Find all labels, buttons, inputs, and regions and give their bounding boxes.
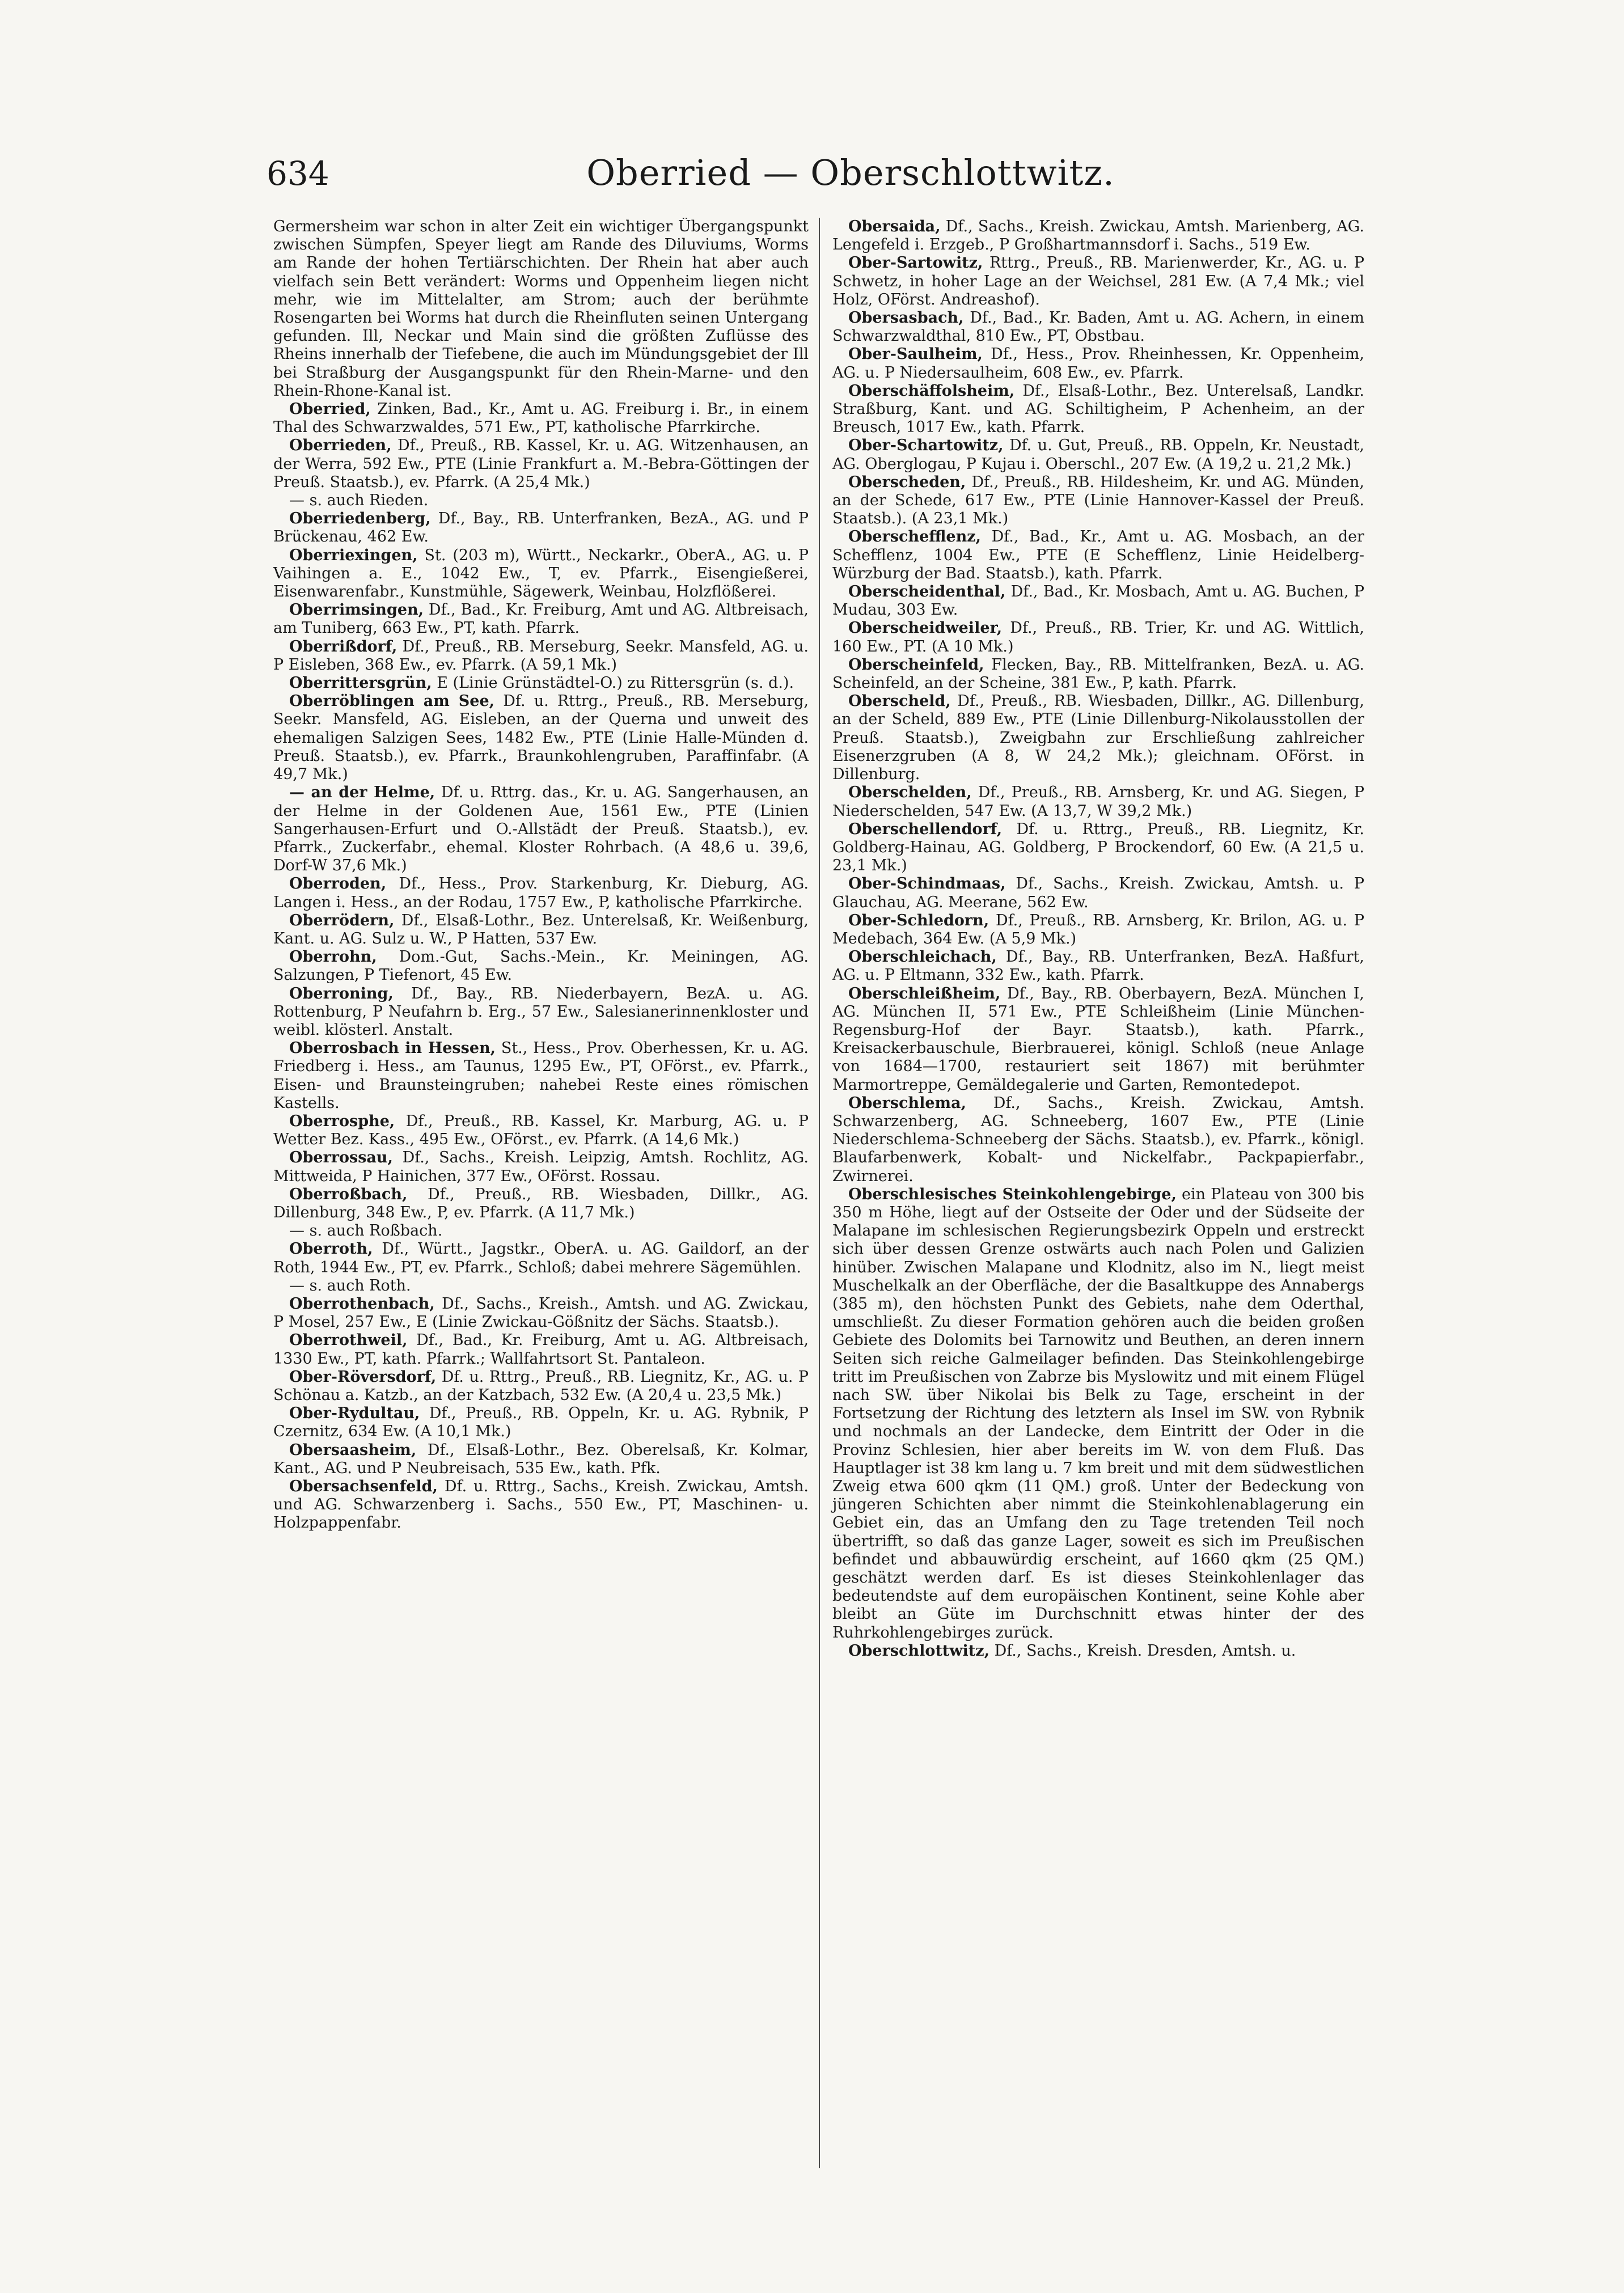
entry-text: Germersheim war schon in alter Zeit ein wichtiger Übergangspunkt zwischen Sümpfen, Speyer liegt am Rande des Diluviums, Worms am Rande der hohen Tertiärschichten. Der Rhein hat aber auch vielfach sein Bett verändert: Worms und Oppenheim liegen nicht mehr, wie im Mittelalter, am Strom; auch der berühmte Rosengarten bei Worms hat durch die Rheinfluten seinen Untergang gefunden. Ill, Neckar und Main sind die größten Zuflüsse des Rheins innerhalb der Tiefebene, die auch im Mündungsgebiet der Ill bei Straßburg der Ausgangspunkt für den Rhein-Marne- und den Rhein-Rhone-Kanal ist. xyxy=(273,218,809,400)
entry-headword: Obersachsenfeld, xyxy=(289,1478,438,1496)
dictionary-entry xyxy=(273,400,809,437)
entry-headword: Oberrödern, xyxy=(289,911,395,929)
entry-text: Df., Preuß., RB. Hildesheim, Kr. und AG. Münden, an der Schede, 617 Ew., PTE (Linie Hannover-Kassel der Preuß. Staatsb.). (A 23,1 Mk.) xyxy=(832,473,1364,528)
entry-headword: Oberroning, xyxy=(289,984,394,1002)
entry-text: Df., Preuß., RB. Kassel, Kr. u. AG. Witzenhausen, an der Werra, 592 Ew., PTE (Linie Frankfurt a. M.-Bebra-Göttingen der Preuß. Staatsb.), ev. Pfarrk. (A 25,4 Mk.) xyxy=(273,437,809,491)
entry-headword: Oberschelden, xyxy=(848,784,972,802)
dictionary-entry xyxy=(273,492,809,510)
entry-headword: Oberrothenbach, xyxy=(289,1294,435,1313)
entry-text: Df. u. Rttrg., Sachs., Kreish. Zwickau, Amtsh. und AG. Schwarzenberg i. Sachs., 550 Ew., PT, Maschinen- u. Holzpappenfabr. xyxy=(273,1478,809,1532)
dictionary-entry xyxy=(832,948,1364,984)
dictionary-entry xyxy=(273,1277,809,1295)
dictionary-entry xyxy=(273,784,809,875)
dictionary-entry xyxy=(273,1441,809,1478)
entry-text: Df. u. Rttrg., Preuß., RB. Merseburg, Seekr. Mansfeld, AG. Eisleben, an der Querna und unweit des ehemaligen Salzigen Sees, 1482 Ew., PTE (Linie Halle-Münden d. Preuß. Staatsb.), ev. Pfarrk., Braunkohlengruben, Paraffinfabr. (A 49,7 Mk.) xyxy=(273,692,809,784)
entry-text: Zinken, Bad., Kr., Amt u. AG. Freiburg i. Br., in einem Thal des Schwarzwaldes, 571 Ew., PT, katholische Pfarrkirche. xyxy=(273,400,809,437)
entry-text: Df. u. Rttrg. das., Kr. u. AG. Sangerhausen, an der Helme in der Goldenen Aue, 1561 Ew., PTE (Linien Sangerhausen-Erfurt und O.-Allstädt der Preuß. Staatsb.), ev. Pfarrk., Zuckerfabr., ehemal. Kloster Rohrbach. (A 48,6 u. 39,6, Dorf-W 37,6 Mk.) xyxy=(273,784,809,875)
entry-text: Dom.-Gut, Sachs.-Mein., Kr. Meiningen, AG. Salzungen, P Tiefenort, 45 Ew. xyxy=(273,948,809,984)
dictionary-entry xyxy=(832,218,1364,254)
dictionary-entry xyxy=(832,656,1364,692)
dictionary-entry xyxy=(832,985,1364,1094)
right-column xyxy=(819,218,1364,2168)
entry-headword: Oberscheidweiler, xyxy=(848,619,1003,637)
entry-headword: Oberschleichach, xyxy=(848,948,997,966)
entry-headword: Oberrothweil, xyxy=(289,1331,408,1349)
entry-headword: Oberschäffolsheim, xyxy=(848,382,1015,400)
entry-text: Df., Sachs., Kreish. Zwickau, Amtsh. u. P Glauchau, AG. Meerane, 562 Ew. xyxy=(832,875,1364,911)
entry-headword: Ober-Schledorn, xyxy=(848,911,989,929)
entry-text: Df., Preuß., RB. Oppeln, Kr. u. AG. Rybnik, P Czernitz, 634 Ew. (A 10,1 Mk.) xyxy=(273,1404,809,1441)
dictionary-entry xyxy=(273,1222,809,1240)
entry-headword: Oberroßbach, xyxy=(289,1185,408,1203)
entry-text: Df., Bad., Kr. Baden, Amt u. AG. Achern, in einem Schwarzwaldthal, 810 Ew., PT, Obstbau. xyxy=(832,309,1364,345)
dictionary-entry xyxy=(832,1094,1364,1186)
entry-text: — s. auch Rieden. xyxy=(289,492,429,510)
dictionary-entry xyxy=(273,1112,809,1149)
entry-text: Df., Elsaß-Lothr., Bez. Oberelsaß, Kr. Kolmar, Kant., AG. und P Neubreisach, 535 Ew., kath. Pfk. xyxy=(273,1441,809,1477)
entry-headword: Ober-Rydultau, xyxy=(289,1404,420,1423)
dictionary-entry xyxy=(273,437,809,492)
entry-headword: Obersasbach, xyxy=(848,309,964,327)
dictionary-entry xyxy=(273,1039,809,1112)
dictionary-entry xyxy=(273,875,809,911)
entry-headword: Ober-Röversdorf, xyxy=(289,1368,437,1386)
dictionary-entry xyxy=(273,601,809,637)
entry-text: Df., Bad., Kr. Freiburg, Amt und AG. Altbreisach, am Tuniberg, 663 Ew., PT, kath. Pfarrk. xyxy=(273,601,809,637)
entry-headword: Oberroth, xyxy=(289,1240,373,1258)
entry-text: Df., Preuß., RB. Kassel, Kr. Marburg, AG. u. P Wetter Bez. Kass., 495 Ew., OFörst., ev. Pfarrk. (A 14,6 Mk.) xyxy=(273,1112,809,1149)
dictionary-entry xyxy=(273,674,809,692)
dictionary-entry xyxy=(273,1404,809,1441)
entry-headword: Oberriexingen, xyxy=(289,546,418,564)
entry-text: Flecken, Bay., RB. Mittelfranken, BezA. u. AG. Scheinfeld, an der Scheine, 381 Ew., P, kath. Pfarrk. xyxy=(832,655,1364,692)
dictionary-entry xyxy=(832,820,1364,875)
entry-headword: Oberschlottwitz, xyxy=(848,1642,989,1660)
entry-text: Df., Elsaß-Lothr., Bez. Unterelsaß, Kr. Weißenburg, Kant. u. AG. Sulz u. W., P Hatten, 537 Ew. xyxy=(273,911,809,947)
entry-headword: Ober-Schartowitz, xyxy=(848,437,1004,455)
dictionary-entry xyxy=(832,345,1364,382)
dictionary-entry xyxy=(832,528,1364,583)
entry-text: Df., Hess., Prov. Starkenburg, Kr. Dieburg, AG. Langen i. Hess., an der Rodau, 1757 Ew., P, katholische Pfarrkirche. xyxy=(273,875,809,911)
entry-text: Df. u. Rttrg., Preuß., RB. Liegnitz, Kr. Goldberg-Hainau, AG. Goldberg, P Brockendorf, 60 Ew. (A 21,5 u. 23,1 Mk.) xyxy=(832,820,1364,875)
entry-headword: Oberschellendorf, xyxy=(848,820,1003,838)
entry-text: E (Linie Grünstädtel-O.) zu Rittersgrün (s. d.). xyxy=(432,674,794,692)
dictionary-entry xyxy=(273,1478,809,1533)
dictionary-entry xyxy=(832,254,1364,309)
entry-headword: Oberroden, xyxy=(289,875,387,893)
entry-headword: Oberscheinfeld, xyxy=(848,655,984,674)
entry-headword: — an der Helme, xyxy=(289,784,435,802)
entry-headword: Oberscheidenthal, xyxy=(848,583,1006,601)
entry-headword: Oberried, xyxy=(289,400,371,418)
dictionary-entry xyxy=(273,912,809,948)
entry-text: Df., Sachs., Kreish. Zwickau, Amtsh. Schwarzenberg, AG. Schneeberg, 1607 Ew., PTE (Linie Niederschlema-Schneeberg der Sächs. Staatsb.), ev. Pfarrk., königl. Blaufarbenwerk, Kobalt- und Nickelfabr., Packpapierfabr., Zwirnerei. xyxy=(832,1094,1364,1185)
dictionary-entry xyxy=(273,1149,809,1185)
entry-text: Df., Sachs., Kreish. Dresden, Amtsh. u. xyxy=(989,1642,1296,1660)
entry-text: Df., Bay., RB. Unterfranken, BezA. Haßfurt, AG. u. P Eltmann, 332 Ew., kath. Pfarrk. xyxy=(832,948,1364,984)
dictionary-entry xyxy=(273,948,809,984)
entry-headword: Oberschlesisches Steinkohlengebirge, xyxy=(848,1185,1177,1203)
entry-headword: Oberscheden, xyxy=(848,473,966,491)
entry-text: St., Hess., Prov. Oberhessen, Kr. u. AG. Friedberg i. Hess., am Taunus, 1295 Ew., PT, OFörst., ev. Pfarrk., Eisen- und Braunsteingruben; nahebei Reste eines römischen Kastells. xyxy=(273,1039,809,1112)
entry-text: Df., Bad., Kr., Amt u. AG. Mosbach, an der Schefflenz, 1004 Ew., PTE (E Schefflenz, Linie Heidelberg-Würzburg der Bad. Staatsb.), kath. Pfarrk. xyxy=(832,528,1364,582)
entry-headword: Oberschefflenz, xyxy=(848,528,981,546)
dictionary-entry xyxy=(273,1240,809,1276)
entry-headword: Obersaida, xyxy=(848,218,941,235)
entry-text: Df., Württ., Jagstkr., OberA. u. AG. Gaildorf, an der Roth, 1944 Ew., PT, ev. Pfarrk., Schloß; dabei mehrere Sägemühlen. xyxy=(273,1240,809,1276)
entry-text: Df., Bad., Kr. Mosbach, Amt u. AG. Buchen, P Mudau, 303 Ew. xyxy=(832,583,1364,619)
entry-headword: Ober-Schindmaas, xyxy=(848,875,1006,893)
entry-text: Df., Preuß., RB. Wiesbaden, Dillkr., AG. Dillenburg, 348 Ew., P, ev. Pfarrk. (A 11,7 Mk.) xyxy=(273,1185,809,1221)
page-number: 634 xyxy=(267,154,329,193)
dictionary-entry xyxy=(273,692,809,784)
dictionary-entry xyxy=(273,218,809,400)
dictionary-entry xyxy=(832,382,1364,437)
dictionary-entry xyxy=(832,583,1364,619)
entry-headword: Oberrittersgrün, xyxy=(289,674,432,692)
entry-text: Df. u. Gut, Preuß., RB. Oppeln, Kr. Neustadt, AG. Oberglogau, P Kujau i. Oberschl., 207 Ew. (A 19,2 u. 21,2 Mk.) xyxy=(832,437,1364,473)
dictionary-entry xyxy=(832,692,1364,784)
entry-text: Df., Preuß., RB. Trier, Kr. und AG. Wittlich, 160 Ew., PT. (A 10 Mk.) xyxy=(832,619,1364,655)
entry-text: Df., Preuß., RB. Wiesbaden, Dillkr., AG. Dillenburg, an der Scheld, 889 Ew., PTE (Linie Dillenburg-Nikolausstollen der Preuß. Staatsb.), Zweigbahn zur Erschließung zahlreicher Eisenerzgruben (A 8, W 24,2 Mk.); gleichnam. OFörst. in Dillenburg. xyxy=(832,692,1364,784)
dictionary-entry xyxy=(273,510,809,546)
dictionary-entry xyxy=(832,1642,1364,1660)
entry-text: Df., Sachs., Kreish. Zwickau, Amtsh. Marienberg, AG. Lengefeld i. Erzgeb., P Großhartmannsdorf i. Sachs., 519 Ew. xyxy=(832,218,1364,254)
entry-headword: Oberscheld, xyxy=(848,692,951,710)
entry-text: Df., Sachs., Kreish. Leipzig, Amtsh. Rochlitz, AG. Mittweida, P Hainichen, 377 Ew., OFörst. Rossau. xyxy=(273,1149,809,1185)
entry-text: Df., Preuß., RB. Arnsberg, Kr. und AG. Siegen, P Niederschelden, 547 Ew. (A 13,7, W 39,2 Mk.) xyxy=(832,784,1364,820)
entry-headword: Oberrimsingen, xyxy=(289,601,424,619)
entry-text: Rttrg., Preuß., RB. Marienwerder, Kr., AG. u. P Schwetz, in hoher Lage an der Weichsel, 281 Ew. (A 7,4 Mk.; viel Holz, OFörst. Andreashof). xyxy=(832,254,1364,308)
entry-text: Df., Bay., RB. Unterfranken, BezA., AG. und P Brückenau, 462 Ew. xyxy=(273,510,809,546)
dictionary-entry xyxy=(832,912,1364,948)
dictionary-entry xyxy=(273,1368,809,1404)
entry-headword: Oberrosbach in Hessen, xyxy=(289,1039,496,1057)
entry-text: Df., Preuß., RB. Merseburg, Seekr. Mansfeld, AG. u. P Eisleben, 368 Ew., ev. Pfarrk. (A 59,1 Mk.) xyxy=(273,637,809,674)
entry-text: Df., Hess., Prov. Rheinhessen, Kr. Oppenheim, AG. u. P Niedersaulheim, 608 Ew., ev. Pfarrk. xyxy=(832,345,1364,382)
entry-text: Df., Bay., RB. Oberbayern, BezA. München I, AG. München II, 571 Ew., PTE Schleißheim (Linie München-Regensburg-Hof der Bayr. Staatsb.), kath. Pfarrk., Kreisackerbauschule, Bierbrauerei, königl. Schloß (neue Anlage von 1684—1700, restauriert seit 1867) mit berühmter Marmortreppe, Gemäldegalerie und Garten, Remontedepot. xyxy=(832,984,1364,1094)
entry-text: Df., Bay., RB. Niederbayern, BezA. u. AG. Rottenburg, P Neufahrn b. Erg., 57 Ew., Salesianerinnenkloster und weibl. klösterl. Anstalt. xyxy=(273,984,809,1039)
dictionary-entry xyxy=(273,1295,809,1331)
entry-text: — s. auch Roth. xyxy=(289,1276,411,1294)
entry-headword: Oberrohn, xyxy=(289,948,377,966)
entry-headword: Oberrißdorf, xyxy=(289,637,397,655)
entry-headword: Oberrosphe, xyxy=(289,1112,395,1130)
entry-text: Df., Bad., Kr. Freiburg, Amt u. AG. Altbreisach, 1330 Ew., PT, kath. Pfarrk.; Wallfahrtsort St. Pantaleon. xyxy=(273,1331,809,1368)
dictionary-entry xyxy=(273,1186,809,1222)
entry-headword: Oberschlema, xyxy=(848,1094,966,1112)
entry-text: ein Plateau von 300 bis 350 m Höhe, liegt auf der Ostseite der Oder und der Südseite der Malapane im schlesischen Regierungsbezirk Oppeln und erstreckt sich über dessen Grenze ostwärts auch nach Polen und Galizien hinüber. Zwischen Malapane und Klodnitz, also im N., liegt meist Muschelkalk an der Oberfläche, der die Basaltkuppe des Annabergs (385 m), den höchsten Punkt des Gebiets, nahe dem Oderthal, umschließt. Zu dieser Formation gehören auch die beiden großen Gebiete des Dolomits bei Tarnowitz und Beuthen, an deren innern Seiten sich reiche Galmeilager befinden. Das Steinkohlengebirge tritt im Preußischen von Zabrze bis Myslowitz und mit einem Flügel nach SW. über Nikolai bis Belk zu Tage, erscheint in der Fortsetzung der Richtung des letztern als Insel im SW. von Rybnik und nochmals an der Landecke, dem Eintritt der Oder in die Provinz Schlesien, hier aber bereits im W. von dem Fluß. Das Hauptlager ist 38 km lang u. 7 km breit und mit dem südwestlichen Zweig etwa 600 qkm (11 QM.) groß. Unter der Bedeckung von jüngeren Schichten aber nimmt die Steinkohlenablagerung ein Gebiet ein, das an Umfang den zu Tage tretenden Teil noch übertrifft, so daß das ganze Lager, soweit es sich im Preußischen befindet und abbauwürdig erscheint, auf 1660 qkm (25 QM.) geschätzt werden darf. Es ist dieses Steinkohlenlager das bedeutendste auf dem europäischen Kontinent, seine Kohle aber bleibt an Güte im Durchschnitt etwas hinter der des Ruhrkohlengebirges zurück. xyxy=(832,1185,1364,1642)
text-columns xyxy=(273,218,1393,2168)
entry-headword: Obersaasheim, xyxy=(289,1441,417,1459)
dictionary-entry xyxy=(832,784,1364,820)
dictionary-entry xyxy=(832,619,1364,655)
entry-headword: Oberrossau, xyxy=(289,1149,393,1167)
entry-headword: Oberriedenberg, xyxy=(289,510,431,528)
running-head: Oberried — Oberschlottwitz. xyxy=(586,152,1115,193)
dictionary-entry xyxy=(832,875,1364,911)
dictionary-entry xyxy=(273,547,809,602)
dictionary-entry xyxy=(273,1331,809,1368)
entry-text: — s. auch Roßbach. xyxy=(289,1222,443,1240)
entry-text: St. (203 m), Württ., Neckarkr., OberA., AG. u. P Vaihingen a. E., 1042 Ew., T, ev. Pfarrk., Eisengießerei, Eisenwarenfabr., Kunstmühle, Sägewerk, Weinbau, Holzflößerei. xyxy=(273,546,809,601)
entry-headword: Oberschleißheim, xyxy=(848,984,1001,1002)
entry-headword: Oberröblingen am See, xyxy=(289,692,495,710)
dictionary-entry xyxy=(832,1186,1364,1642)
left-column xyxy=(273,218,819,2168)
dictionary-entry xyxy=(273,638,809,674)
dictionary-entry xyxy=(273,985,809,1040)
entry-text: Df. u. Rttrg., Preuß., RB. Liegnitz, Kr., AG. u. P Schönau a. Katzb., an der Katzbach, 532 Ew. (A 20,4 u. 23,5 Mk.) xyxy=(273,1368,809,1404)
entry-headword: Ober-Saulheim, xyxy=(848,345,983,363)
dictionary-entry xyxy=(832,437,1364,473)
entry-headword: Oberrieden, xyxy=(289,437,392,455)
entry-text: Df., Preuß., RB. Arnsberg, Kr. Brilon, AG. u. P Medebach, 364 Ew. (A 5,9 Mk.) xyxy=(832,911,1364,947)
entry-text: Df., Elsaß-Lothr., Bez. Unterelsaß, Landkr. Straßburg, Kant. und AG. Schiltigheim, P Achenheim, an der Breusch, 1017 Ew., kath. Pfarrk. xyxy=(832,382,1364,437)
page-header xyxy=(267,152,1389,203)
entry-text: Df., Sachs., Kreish., Amtsh. und AG. Zwickau, P Mosel, 257 Ew., E (Linie Zwickau-Gößnitz der Sächs. Staatsb.). xyxy=(273,1294,809,1331)
dictionary-entry xyxy=(832,309,1364,345)
entry-headword: Ober-Sartowitz, xyxy=(848,254,983,272)
dictionary-entry xyxy=(832,473,1364,528)
